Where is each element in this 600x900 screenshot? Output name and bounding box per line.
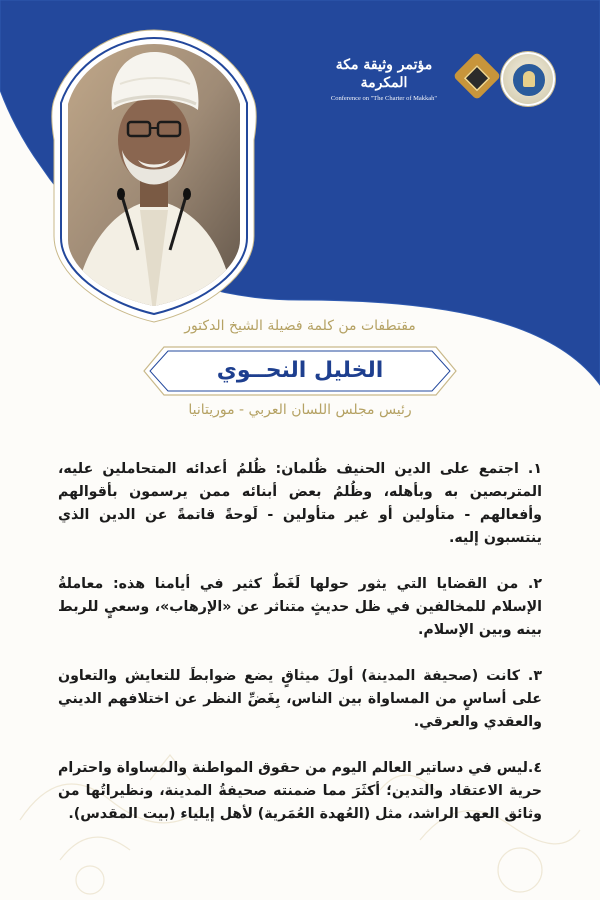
quote-item: ٣. كانت (صحيفة المدينة) أولَ ميثاقٍ يضع ضوابطَ للتعايش والتعاون على أساسٍ من المساواة بين الناس، بِغَضِّ النظر عن اختلافهم الديني والعقدي والعرقي. — [58, 668, 542, 730]
speaker-name: الخليل النحــوي — [216, 358, 384, 383]
speaker-title: رئيس مجلس اللسان العربي - موريتانيا — [188, 402, 412, 418]
quotes-list — [58, 458, 542, 849]
speaker-portrait-frame — [0, 0, 600, 340]
quote-item: ٤.ليس في دساتير العالم اليوم من حقوق المواطنة والمساواة واحترام حرية الاعتقاد والتدين؛ أكثَرَ مما ضمنته صحيفةُ المدينة، ونظيراتُها من وثائق العهد الراشد، مثل (العُهدة العُمَرية) لأهل إيلياء (بيت المقدس). — [57, 760, 542, 822]
speaker-intro: مقتطفات من كلمة فضيلة الشيخ الدكتور — [184, 318, 416, 334]
conference-name-arabic: مؤتمر وثيقة مكة المكرمة — [335, 57, 433, 91]
conference-name-english: Conference on "The Charter of Makkah" — [330, 95, 438, 102]
speaker-name-box — [142, 345, 458, 397]
quote-item: ٢. من القضايا التي يثور حولها لَغَطٌ كثير في أيامنا هذه: معاملةُ الإسلام للمخالفين في ظل حديثٍ متناثر عن «الإرهاب»، وسعيٍ للربط بينه وبين الإسلام. — [58, 576, 542, 638]
quote-item: ١. اجتمع على الدين الحنيف ظُلمان: ظُلمُ أعدائه المتحاملين عليه، المتربصين به وبأهله، وظُلمُ بعض أبنائه ممن يرسمون بأقوالهم وأفعالهم - متأولين أو غير متأولين - لَوحةً قاتمةً عن الدين الذي ينتسبون إليه. — [58, 461, 542, 546]
